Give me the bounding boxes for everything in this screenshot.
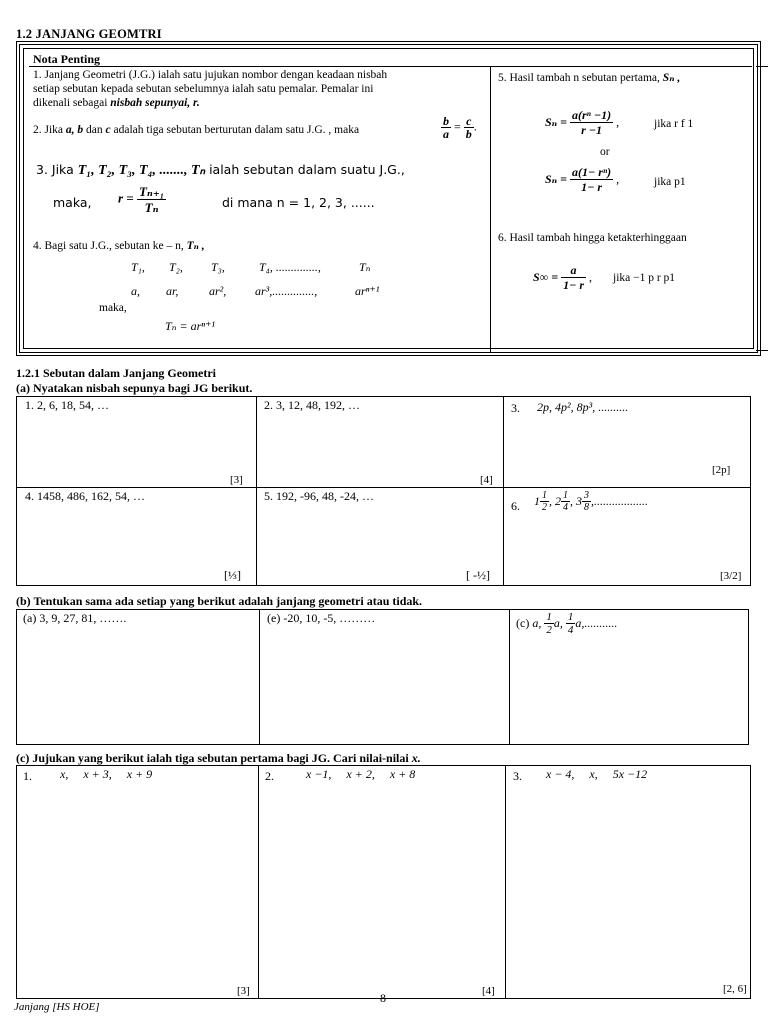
note-3-line-1: 3. Jika T₁, T₂, T₃, T₄, ......., Tₙ ialah sebutan dalam suatu J.G., <box>36 162 405 178</box>
part-a-heading: (a) Nyatakan nisbah sepunya bagi JG berikut. <box>16 381 253 395</box>
section-heading: 1.2.1 Sebutan dalam Janjang Geometri <box>16 366 217 380</box>
answer-c3: [2, 6] <box>723 983 747 995</box>
question-a3: 2p, 4p², 8p³, .......... <box>537 400 629 414</box>
part-c-heading: (c) Jujukan yang berikut ialah tiga sebutan pertama bagi JG. Cari nilai-nilai x. <box>16 751 421 765</box>
answer-a1: [3] <box>230 474 243 486</box>
question-b2: (e) -20, 10, -5, ……… <box>267 611 376 625</box>
note-2-formula: $\frac{b}{a}$ = $\frac{c}{b}$ . <box>443 114 477 141</box>
question-c1: x, x + 3, x + 9 <box>60 767 153 781</box>
part-b-heading: (b) Tentukan sama ada setiap yang berikut adalah janjang geometri atau tidak. <box>16 594 423 608</box>
note-6-condition: jika −1 p r p1 <box>613 272 676 284</box>
footer: Janjang [HS HOE] <box>14 1001 100 1013</box>
question-a5: 5. 192, -96, 48, -24, … <box>264 489 374 503</box>
note-3-maka: maka, <box>53 195 92 210</box>
question-a3-number: 3. <box>511 401 520 415</box>
question-c3: x − 4, x, 5x −12 <box>546 767 648 781</box>
answer-a2: [4] <box>480 474 493 486</box>
note-1-line-2: setiap sebutan kepada sebutan sebelumnya ialah satu pemalar. Pemalar ini <box>33 83 374 95</box>
note-5-formula-2: Sₙ = $\frac{\text{a(1− rⁿ)}}{1- r}$ , <box>545 165 620 194</box>
note-6: 6. Hasil tambah hingga ketakterhinggaan <box>498 232 687 244</box>
question-a6-number: 6. <box>511 499 520 513</box>
note-5-or: or <box>600 146 610 158</box>
question-c3-number: 3. <box>513 769 522 783</box>
note-4: 4. Bagi satu J.G., sebutan ke – n, Tₙ , <box>33 240 205 252</box>
question-a1: 1. 2, 6, 18, 54, … <box>25 398 109 412</box>
page-number: 8 <box>380 991 386 1005</box>
nota-divider <box>29 66 752 67</box>
question-a4: 4. 1458, 486, 162, 54, … <box>25 489 145 503</box>
question-c1-number: 1. <box>23 769 32 783</box>
note-3-where: di mana n = 1, 2, 3, ...... <box>222 195 375 210</box>
part-c-grid <box>16 765 751 999</box>
answer-a5: [ -½] <box>466 568 490 582</box>
note-4-formula: Tₙ = arⁿ⁺¹ <box>165 319 216 333</box>
question-c2-number: 2. <box>265 769 274 783</box>
question-c2: x −1, x + 2, x + 8 <box>306 767 416 781</box>
note-5: 5. Hasil tambah n sebutan pertama, Sₙ , <box>498 72 681 84</box>
note-6-formula: S∞ = $\frac{a}{1- r}$ , <box>533 263 593 292</box>
question-b3: (c) a, $\frac{1}{2}$ a, $\frac{1}{4}$ a,........... <box>516 611 618 636</box>
note-1-line-1: 1. Janjang Geometri (J.G.) ialah satu jujukan nombor dengan keadaan nisbah <box>33 69 388 81</box>
question-b1: (a) 3, 9, 27, 81, ……. <box>23 611 127 625</box>
nota-heading: Nota Penting <box>33 52 100 66</box>
question-a6: 1 $\frac{1}{2}$ , 2 $\frac{1}{4}$ , 3 $\frac{3}{8}$ ,.................. <box>534 490 648 513</box>
note-1-line-3: dikenali sebagai nisbah sepunyai, r. <box>33 97 200 109</box>
note-5-formula-1: Sₙ = $\frac{\text{a(rⁿ −1)}}{r -1}$ , <box>545 108 620 137</box>
part-b-grid <box>16 609 749 745</box>
answer-a3: [2p] <box>712 464 731 476</box>
answer-a6: [3/2] <box>720 570 742 582</box>
nota-column-divider <box>490 66 491 352</box>
note-2: 2. Jika a, b dan c adalah tiga sebutan berturutan dalam satu J.G. , maka <box>33 124 360 136</box>
note-4-maka: maka, <box>99 302 127 314</box>
note-5-condition-1: jika r f 1 <box>654 118 694 130</box>
answer-c2: [4] <box>482 985 495 997</box>
note-3-formula: r = $\frac{\text{Tₙ₊₁}}{\text{Tₙ}}$ <box>118 184 165 215</box>
answer-c1: [3] <box>237 985 250 997</box>
page-title: 1.2 JANJANG GEOMTRI <box>16 27 162 41</box>
question-a2: 2. 3, 12, 48, 192, … <box>264 398 360 412</box>
answer-a4: [⅓] <box>224 568 241 582</box>
note-5-condition-2: jika p1 <box>654 176 686 188</box>
